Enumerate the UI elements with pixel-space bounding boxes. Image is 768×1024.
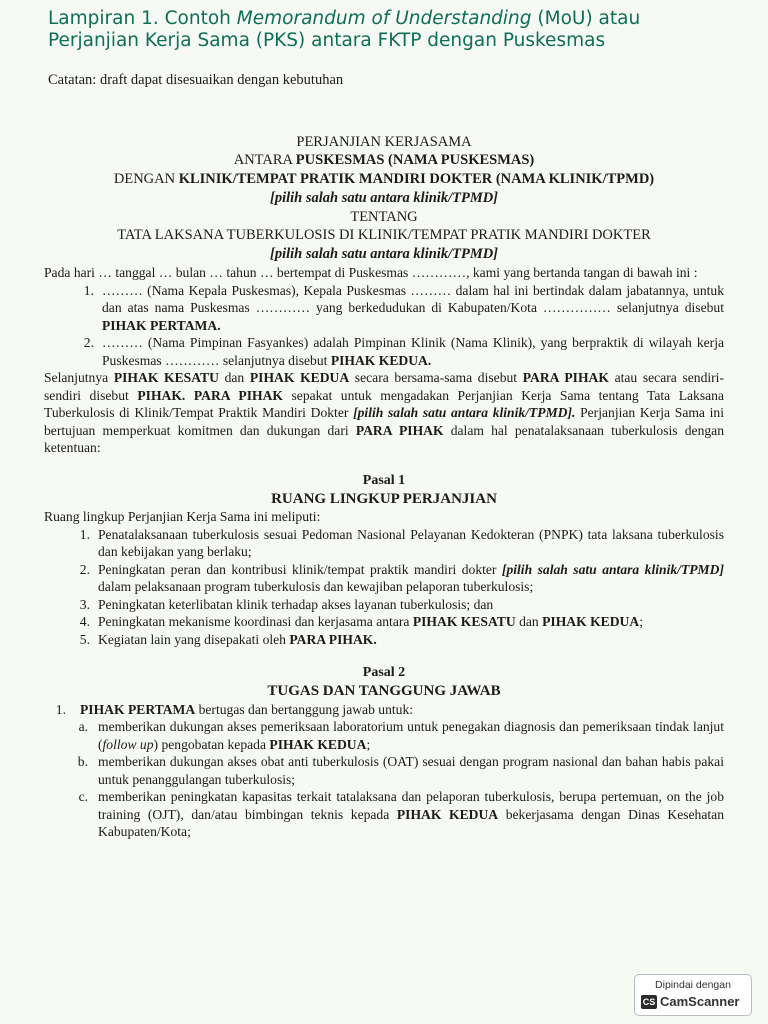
duty-party: PIHAK PERTAMA [80,701,196,717]
party-item [44,282,724,335]
scope-text-bold: PARA PIHAK. [289,631,377,647]
summary-bold: PARA PIHAK [193,387,283,403]
draft-note: Catatan: draft dapat disesuaikan dengan kebutuhan [48,72,344,88]
scope-item [44,596,724,614]
scope-text [98,561,724,596]
scope-item [44,631,724,649]
summary-bold: PARA PIHAK [355,422,444,438]
duty-number: 1. [55,701,66,717]
appendix-heading-line-2: Perjanjian Kerja Sama (PKS) antara FKTP dengan Puskesmas [48,30,606,51]
duty-sub-part: memberikan peningkatan kapasitas terkait tatalaksana dan pelaporan tuberkulosis, berupa pertemuan, on the job training (OJT), dan/atau bimbingan teknis kepada [98,789,724,822]
summary-paragraph [44,369,724,457]
pasal-2-label: Pasal 2 [362,665,406,681]
scope-number: 2. [79,561,90,577]
party-number: 2. [83,335,94,351]
title-line-4: [pilih salah satu antara klinik/TPMD] [269,189,499,206]
scope-text-bold: PIHAK KESATU [412,614,516,630]
summary-text: sepakat untuk mengadakan Perjanjian Kerja Sama tentang Tata Laksana Tuberkulosis di Klinik/Tempat Praktik Mandiri Dokter [44,387,724,421]
scope-number: 5. [79,631,90,647]
parties-list [44,282,724,370]
duty-sub-letter: c. [78,789,88,805]
duty-sub-item [44,788,724,841]
scope-item [44,613,724,631]
summary-bold: PIHAK KEDUA [249,370,350,386]
scope-text-part: Peningkatan mekanisme koordinasi dan kerjasama antara [98,614,413,630]
duty-sub-item [44,718,724,753]
appendix-heading-line-1 [48,8,724,30]
summary-text: Perjanjian Kerja Sama ini bertujuan memperkuat komitmen dan dukungan dari [44,405,724,438]
scope-text-part: dalam pelaksanaan program tuberkulosis dan kewajiban pelaporan tuberkulosis; [98,579,534,595]
duty-text [80,701,724,719]
heading-italic-text: Memorandum of Understanding [236,8,532,29]
pasal-1-label: Pasal 1 [362,472,406,488]
duty-sub-part: ; [366,736,371,752]
scope-item [44,526,724,561]
party-number: 1. [83,282,94,298]
scope-item [44,561,724,596]
heading-text-end: (MoU) atau [531,8,641,29]
scope-text: Penatalaksanaan tuberkulosis sesuai Pedoman Nasional Pelayanan Kedokteran (PNPK) tata laksana tuberkulosis dan kebijakan yang berlaku; [98,526,724,560]
party-text [102,334,724,369]
scope-text: Peningkatan keterlibatan klinik terhadap akses layanan tuberkulosis; dan [98,596,494,612]
duty-item [44,701,724,719]
duty-sub-bold: PIHAK KEDUA [396,806,499,822]
scope-text-part: Peningkatan peran dan kontribusi klinik/tempat praktik mandiri dokter [98,561,502,577]
scope-text-part: dan [515,614,543,630]
scope-number: 4. [79,614,90,630]
title-line-3-bold: KLINIK/TEMPAT PRATIK MANDIRI DOKTER (NAMA KLINIK/TPMD) [178,171,655,188]
summary-text: atau secara sendiri-sendiri disebut [44,370,724,403]
scope-text-part: ; [639,614,643,630]
duty-sub-italic: follow up [102,736,154,752]
agreement-title-block [44,133,724,265]
title-line-2-prefix: ANTARA [233,152,296,169]
duty-sub-part: memberikan dukungan akses pemeriksaan laboratorium untuk penegakan diagnosis dan pemeriksaan tindak lanjut ( [98,719,724,752]
title-line-2-bold: PUSKESMAS (NAMA PUSKESMAS) [295,152,535,169]
party-description: ……… (Nama Kepala Puskesmas), Kepala Puskesmas ……… dalam hal ini bertindak dalam jabatannya, untuk dan atas nama Puskesmas ………… yang berkedudukan di Kabupaten/Kota …………… selanjutnya disebut [102,282,724,316]
summary-bold-italic: [pilih salah satu antara klinik/TPMD]. [353,405,576,421]
pasal-1-lead: Ruang lingkup Perjanjian Kerja Sama ini meliputi: [44,509,321,525]
duty-sub-letter: a. [78,719,88,735]
scope-number: 1. [79,526,90,542]
party-text [102,282,724,335]
appendix-heading [48,8,724,52]
intro-paragraph: Pada hari … tanggal … bulan … tahun … bertempat di Puskesmas …………, kami yang bertanda tangan di bawah ini : [44,265,698,281]
title-line-7: [pilih salah satu antara klinik/TPMD] [269,246,499,263]
duty-sub-item [44,753,724,788]
duty-sub-text: memberikan dukungan akses obat anti tuberkulosis (OAT) sesuai dengan program nasional dan bahan habis pakai untuk penanggulangan tuberkulosis; [98,754,724,787]
title-line-5: TENTANG [350,208,418,225]
scope-text [98,613,724,631]
duty-sub-text [98,788,724,841]
title-line-3-prefix: DENGAN [113,171,179,188]
summary-bold: PIHAK KESATU [113,370,219,386]
heading-text: Lampiran 1. Contoh [48,8,237,29]
summary-text: secara bersama-sama disebut [349,370,523,386]
title-line-6: TATA LAKSANA TUBERKULOSIS DI KLINIK/TEMPAT PRATIK MANDIRI DOKTER [117,227,651,244]
pasal-2-title: TUGAS DAN TANGGUNG JAWAB [267,683,501,700]
scope-list [44,526,724,649]
watermark-caption: Dipindai dengan [655,979,731,991]
duty-sub-list [44,718,724,841]
scope-text [98,631,724,649]
camscanner-watermark [634,974,752,1016]
scope-text-bold: PIHAK KEDUA [542,614,640,630]
party-item [44,334,724,369]
summary-text: dalam hal penatalaksanaan tuberkulosis dengan ketentuan: [44,422,725,456]
pasal-1-title: RUANG LINGKUP PERJANJIAN [271,490,497,507]
title-line-1: PERJANJIAN KERJASAMA [296,133,472,150]
scope-text-bold-italic: [pilih salah satu antara klinik/TPMD] [501,561,724,577]
party-designation: PIHAK PERTAMA. [102,317,221,333]
duty-description: bertugas dan bertanggung jawab untuk: [195,701,414,717]
duty-sub-letter: b. [77,754,88,770]
summary-bold: PARA PIHAK [522,370,609,386]
camscanner-logo-icon: CS [642,997,656,1007]
party-designation: PIHAK KEDUA. [330,352,432,368]
watermark-brand: CamScanner [660,994,740,1009]
duty-sub-bold: PIHAK KEDUA [269,736,367,752]
title-line-3 [44,170,724,189]
title-line-2 [44,151,724,170]
summary-text: dan [218,370,250,386]
duty-sub-part: bekerjasama dengan Dinas Kesehatan Kabupaten/Kota; [98,806,724,840]
party-description: ……… (Nama Pimpinan Fasyankes) adalah Pimpinan Klinik (Nama Klinik), yang berpraktik di wilayah kerja Puskesmas ………… selanjutnya disebut [102,335,724,368]
summary-text [185,388,194,403]
summary-bold: PIHAK. [137,387,186,403]
summary-text: Selanjutnya [44,370,114,386]
duty-sub-part: ) pengobatan kepada [153,736,270,752]
scope-text-part: Kegiatan lain yang disepakati oleh [98,631,290,647]
duty-sub-text [98,718,724,753]
scope-number: 3. [79,596,90,612]
